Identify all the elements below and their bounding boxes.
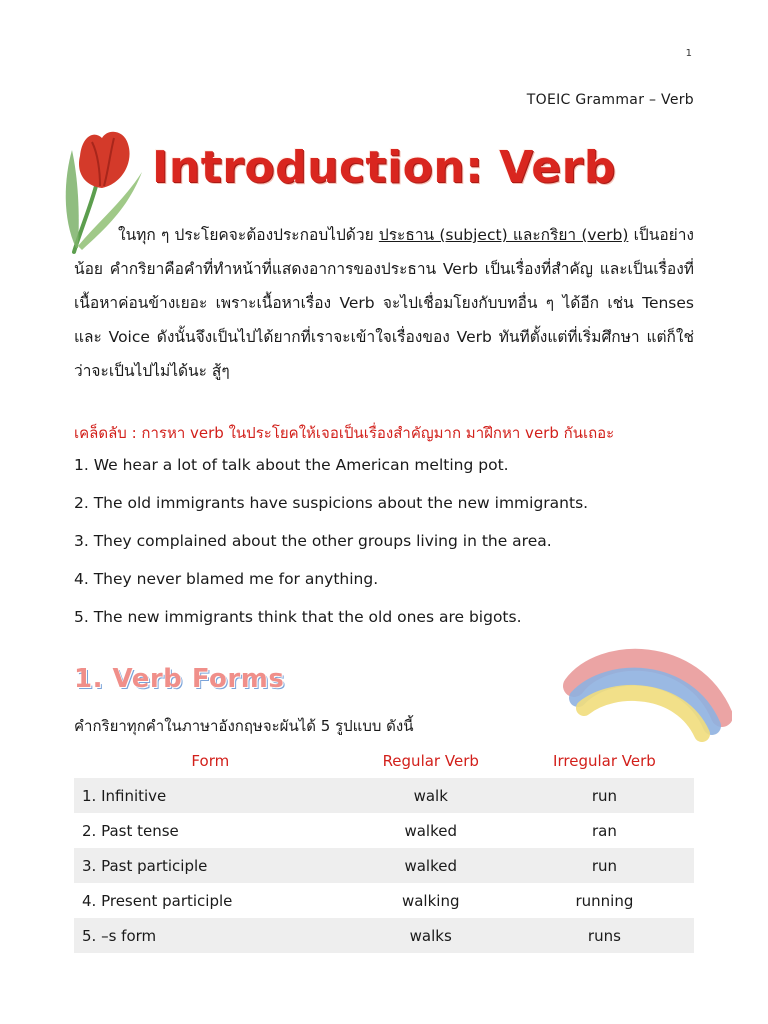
regular-verb-cell: walked — [347, 848, 515, 883]
page-title: Introduction: Verb — [152, 142, 616, 193]
irregular-verb-cell: run — [515, 778, 694, 813]
form-cell: 1. Infinitive — [74, 778, 347, 813]
example-sentence: 4. They never blamed me for anything. — [74, 570, 379, 588]
example-sentence-list — [74, 452, 588, 642]
header-title: TOEIC Grammar – Verb — [526, 92, 694, 108]
table-row — [74, 813, 694, 848]
form-cell: 4. Present participle — [82, 891, 233, 910]
regular-verb-cell: walks — [347, 918, 515, 953]
table-row — [74, 883, 694, 918]
rainbow-illustration — [562, 646, 732, 742]
example-sentence: 1. We hear a lot of talk about the American melting pot. — [74, 456, 509, 474]
column-header-form: Form — [191, 752, 230, 770]
form-cell: 3. Past participle — [74, 848, 347, 883]
regular-verb-cell: walking — [401, 891, 460, 910]
intro-paragraph — [74, 218, 694, 388]
intro-text-rest: เป็นอย่างน้อย คำกริยาคือคำที่ทำหน้าที่แสดงอาการของประธาน Verb เป็นเรื่องที่สำคัญ และเป็นเรื่องที่เนื้อหาค่อนข้างเยอะ เพราะเนื้อหาเรื่อง Verb จะไปเชื่อมโยงกับบทอื่น ๆ ได้อีก เช่น Tenses และ Voice ดังนั้นจึงเป็นไปได้ยากที่เราจะเข้าใจเรื่องของ Verb ทันทีตั้งแต่ที่เริ่มศึกษา แต่ก็ใช่ว่าจะเป็นไปไม่ได้นะ สู้ๆ — [74, 226, 694, 380]
irregular-verb-cell: running — [575, 891, 634, 910]
form-cell: 2. Past tense — [82, 821, 179, 840]
example-sentence: 5. The new immigrants think that the old ones are bigots. — [74, 608, 522, 626]
verb-forms-table — [74, 744, 694, 953]
table-header-row — [74, 744, 694, 778]
irregular-verb-cell: runs — [515, 918, 694, 953]
column-header-regular: Regular Verb — [382, 752, 479, 770]
form-cell: 5. –s form — [74, 918, 347, 953]
regular-verb-cell: walked — [404, 821, 457, 840]
table-row — [74, 918, 694, 953]
irregular-verb-cell: run — [515, 848, 694, 883]
table-caption: คำกริยาทุกคำในภาษาอังกฤษจะผันได้ 5 รูปแบบ ดังนี้ — [74, 717, 414, 735]
example-sentence: 3. They complained about the other groups living in the area. — [74, 532, 552, 550]
table-row — [74, 848, 694, 883]
table-row — [74, 778, 694, 813]
tip-text: เคล็ดลับ : การหา verb ในประโยคให้เจอเป็นเรื่องสำคัญมาก มาฝึกหา verb กันเถอะ — [74, 424, 615, 442]
section-title: 1. Verb Forms — [74, 664, 285, 694]
column-header-irregular: Irregular Verb — [553, 752, 656, 770]
regular-verb-cell: walk — [347, 778, 515, 813]
page-number: 1 — [685, 48, 692, 59]
example-sentence: 2. The old immigrants have suspicions about the new immigrants. — [74, 494, 589, 512]
intro-underlined-text: ประธาน (subject) และกริยา (verb) — [378, 226, 629, 244]
irregular-verb-cell: ran — [591, 821, 617, 840]
intro-text-start: ในทุก ๆ ประโยคจะต้องประกอบไปด้วย — [118, 226, 374, 244]
